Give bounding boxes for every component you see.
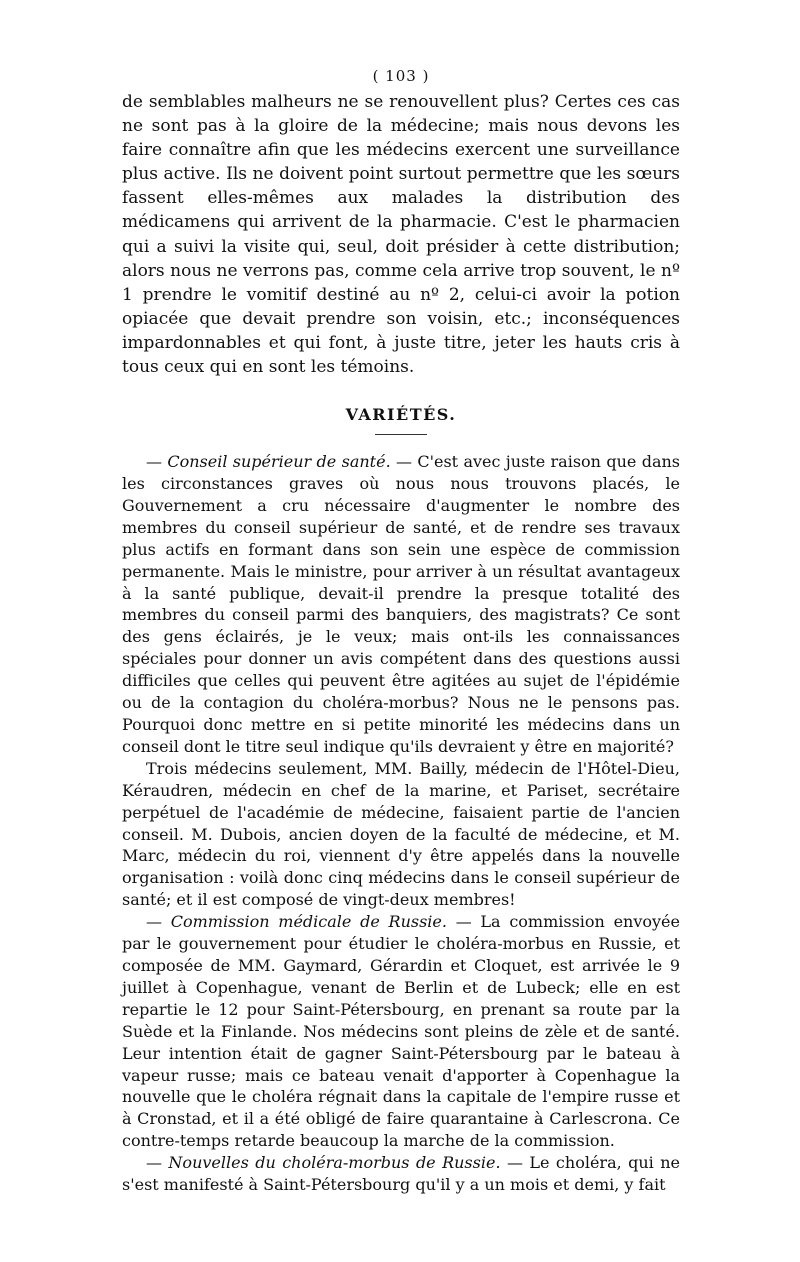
article-heading: — Nouvelles du choléra-morbus de Russie.: [146, 1153, 501, 1173]
continuation-paragraph: de semblables malheurs ne se renouvellent plus? Certes ces cas ne sont pas à la gloire de la médecine; mais nous devons les faire connaître afin que les médecins exercent une surveillance plus active. Ils ne doivent point surtout permettre que les sœurs fassent elles-mêmes aux malades la distribution des médicamens qui arrivent de la pharmacie. C'est le pharmacien qui a suivi la visite qui, seul, doit présider à cette distribution; alors nous ne verrons pas, comme cela arrive trop souvent, le nº 1 prendre le vomitif destiné au nº 2, celui-ci avoir la potion opiacée que devait prendre son voisin, etc.; inconséquences impardonnables et qui font, à juste titre, jeter les hauts cris à tous ceux qui en sont les témoins.: [122, 92, 680, 378]
article-heading: — Commission médicale de Russie.: [146, 912, 447, 932]
article-text: Trois médecins seulement, MM. Bailly, médecin de l'Hôtel-Dieu, Kéraudren, médecin en chef de la marine, et Pariset, secrétaire perpétuel de l'académie de médecine, faisaient partie de l'ancien conseil. M. Dubois, ancien doyen de la faculté de médecine, et M. Marc, médecin du roi, viennent d'y être appelés dans la nouvelle organisation : voilà donc cinq médecins dans le conseil supérieur de santé; et il est composé de vingt-deux membres!: [122, 758, 680, 910]
article-commission-russie: [122, 911, 680, 1152]
section-title: VARIÉTÉS.: [345, 405, 457, 425]
article-nouvelles-cholera: [122, 1152, 680, 1196]
article-trois-medecins: [122, 758, 680, 911]
article-conseil-superieur: [122, 451, 680, 758]
article-text: — Le choléra, qui ne s'est manifesté à Saint-Pétersbourg qu'il y a un mois et demi, y fait: [122, 1153, 681, 1195]
section-divider: [375, 434, 427, 435]
article-text: — C'est avec juste raison que dans les circonstances graves où nous nous trouvons placés, le Gouvernement a cru nécessaire d'augmenter le nombre des membres du conseil supérieur de santé, et de rendre ses travaux plus actifs en formant dans son sein une espèce de commission permanente. Mais le ministre, pour arriver à un résultat avantageux à la santé publique, devait-il prendre la presque totalité des membres du conseil parmi des banquiers, des magistrats? Ce sont des gens éclairés, je le veux; mais ont-ils les connaissances spéciales pour donner un avis compétent dans des questions aussi difficiles que celles qui peuvent être agitées au sujet de l'épidémie ou de la contagion du choléra-morbus? Nous ne le pensons pas. Pourquoi donc mettre en si petite minorité les médecins dans un conseil dont le titre seul indique qu'ils devraient y être en majorité?: [122, 452, 680, 756]
page-number: ( 103 ): [372, 67, 430, 85]
article-text: — La commission envoyée par le gouvernement pour étudier le choléra-morbus en Russie, et composée de MM. Gaymard, Gérardin et Cloquet, est arrivée le 9 juillet à Copenhague, venant de Berlin et de Lubeck; elle en est repartie le 12 pour Saint-Pétersbourg, en prenant sa route par la Suède et la Finlande. Nos médecins sont pleins de zèle et de santé. Leur intention était de gagner Saint-Pétersbourg par le bateau à vapeur russe; mais ce bateau venait d'apporter à Copenhague la nouvelle que le choléra régnait dans la capitale de l'empire russe et à Cronstad, et il a été obligé de faire quarantaine à Carlescrona. Ce contre-temps retarde beaucoup la marche de la commission.: [122, 912, 680, 1151]
article-heading: — Conseil supérieur de santé.: [146, 452, 391, 472]
